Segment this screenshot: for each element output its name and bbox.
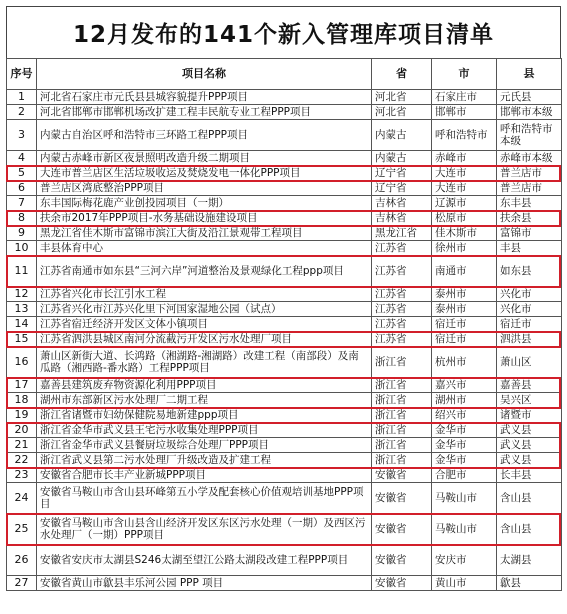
province-cell: 浙江省 bbox=[372, 378, 432, 393]
county-cell: 兴化市 bbox=[497, 302, 562, 317]
project-name-cell: 江苏省兴化市江苏兴化里下河国家湿地公园（试点） bbox=[37, 302, 372, 317]
province-cell: 浙江省 bbox=[372, 393, 432, 408]
city-cell: 泰州市 bbox=[432, 302, 497, 317]
project-name-cell: 嘉善县建筑废弃物资源化利用PPP项目 bbox=[37, 378, 372, 393]
page-title: 12月发布的141个新入管理库项目清单 bbox=[6, 6, 561, 58]
province-cell: 内蒙古 bbox=[372, 151, 432, 166]
province-cell: 吉林省 bbox=[372, 211, 432, 226]
table-row bbox=[7, 166, 562, 181]
city-cell: 石家庄市 bbox=[432, 90, 497, 105]
city-cell: 大连市 bbox=[432, 181, 497, 196]
row-number: 13 bbox=[7, 302, 37, 317]
province-cell: 江苏省 bbox=[372, 287, 432, 302]
city-cell: 湖州市 bbox=[432, 393, 497, 408]
project-name-cell: 河北省石家庄市元氏县县城容貌提升PPP项目 bbox=[37, 90, 372, 105]
project-name-cell: 湖州市东部新区污水处理厂二期工程 bbox=[37, 393, 372, 408]
row-number: 8 bbox=[7, 211, 37, 226]
county-cell: 太湖县 bbox=[497, 545, 562, 576]
table-row bbox=[7, 90, 562, 105]
table-row bbox=[7, 468, 562, 483]
table-row bbox=[7, 453, 562, 468]
row-number: 15 bbox=[7, 332, 37, 347]
county-cell: 呼和浩特市本级 bbox=[497, 120, 562, 151]
project-name-cell: 浙江省诸暨市妇幼保健院易地新建ppp项目 bbox=[37, 408, 372, 423]
county-cell: 普兰店市 bbox=[497, 181, 562, 196]
table-row bbox=[7, 105, 562, 120]
province-cell: 辽宁省 bbox=[372, 166, 432, 181]
table-header-row bbox=[7, 59, 562, 90]
province-cell: 内蒙古 bbox=[372, 120, 432, 151]
project-name-cell: 普兰店区湾底整治PPP项目 bbox=[37, 181, 372, 196]
table-row bbox=[7, 332, 562, 347]
row-number: 11 bbox=[7, 256, 37, 287]
county-cell: 嘉善县 bbox=[497, 378, 562, 393]
project-name-cell: 萧山区新街大道、长鸿路（湘湖路-湘湖路）改建工程（南部段）及南瓜路（湘西路-番水路）工程PPP项目 bbox=[37, 347, 372, 378]
province-cell: 江苏省 bbox=[372, 302, 432, 317]
table-row bbox=[7, 287, 562, 302]
province-cell: 河北省 bbox=[372, 105, 432, 120]
row-number: 1 bbox=[7, 90, 37, 105]
table-row bbox=[7, 256, 562, 287]
county-cell: 赤峰市本级 bbox=[497, 151, 562, 166]
county-cell: 萧山区 bbox=[497, 347, 562, 378]
row-number: 18 bbox=[7, 393, 37, 408]
row-number: 10 bbox=[7, 241, 37, 256]
project-name-cell: 江苏省泗洪县城区南河分流截污开发区污水处理厂项目 bbox=[37, 332, 372, 347]
table-row bbox=[7, 545, 562, 576]
project-name-cell: 黑龙江省佳木斯市富锦市滨江大街及沿江景观带工程项目 bbox=[37, 226, 372, 241]
project-name-cell: 扶余市2017年PPP项目-水务基础设施建设项目 bbox=[37, 211, 372, 226]
row-number: 9 bbox=[7, 226, 37, 241]
row-number: 20 bbox=[7, 423, 37, 438]
table-row bbox=[7, 483, 562, 514]
province-cell: 安徽省 bbox=[372, 483, 432, 514]
county-cell: 武义县 bbox=[497, 438, 562, 453]
city-cell: 辽源市 bbox=[432, 196, 497, 211]
city-cell: 绍兴市 bbox=[432, 408, 497, 423]
project-name-cell: 江苏省南通市如东县“三河六岸”河道整治及景观绿化工程ppp项目 bbox=[37, 256, 372, 287]
county-cell: 丰县 bbox=[497, 241, 562, 256]
table-row bbox=[7, 514, 562, 545]
table-row bbox=[7, 347, 562, 378]
column-header-province: 省 bbox=[372, 59, 432, 90]
city-cell: 合肥市 bbox=[432, 468, 497, 483]
city-cell: 宿迁市 bbox=[432, 332, 497, 347]
province-cell: 江苏省 bbox=[372, 256, 432, 287]
city-cell: 宿迁市 bbox=[432, 317, 497, 332]
province-cell: 吉林省 bbox=[372, 196, 432, 211]
table-row bbox=[7, 226, 562, 241]
table-body bbox=[7, 90, 562, 591]
county-cell: 长丰县 bbox=[497, 468, 562, 483]
column-header-no: 序号 bbox=[7, 59, 37, 90]
county-cell: 宿迁市 bbox=[497, 317, 562, 332]
city-cell: 南通市 bbox=[432, 256, 497, 287]
column-header-name: 项目名称 bbox=[37, 59, 372, 90]
county-cell: 歙县 bbox=[497, 576, 562, 591]
project-name-cell: 安徽省合肥市长丰产业新城PPP项目 bbox=[37, 468, 372, 483]
row-number: 24 bbox=[7, 483, 37, 514]
project-name-cell: 河北省邯郸市邯郸机场改扩建工程丰民航专业工程PPP项目 bbox=[37, 105, 372, 120]
project-name-cell: 安徽省马鞍山市含山县环峰第五小学及配套核心价值观培训基地PPP项目 bbox=[37, 483, 372, 514]
row-number: 5 bbox=[7, 166, 37, 181]
table-row bbox=[7, 408, 562, 423]
province-cell: 黑龙江省 bbox=[372, 226, 432, 241]
row-number: 12 bbox=[7, 287, 37, 302]
row-number: 6 bbox=[7, 181, 37, 196]
project-name-cell: 浙江省金华市武义县餐厨垃圾综合处理厂PPP项目 bbox=[37, 438, 372, 453]
county-cell: 邯郸市本级 bbox=[497, 105, 562, 120]
project-name-cell: 安徽省安庆市太湖县S246太湖至望江公路太湖段改建工程PPP项目 bbox=[37, 545, 372, 576]
row-number: 16 bbox=[7, 347, 37, 378]
project-name-cell: 浙江省金华市武义县王宅污水收集处理PPP项目 bbox=[37, 423, 372, 438]
province-cell: 安徽省 bbox=[372, 514, 432, 545]
county-cell: 吴兴区 bbox=[497, 393, 562, 408]
row-number: 4 bbox=[7, 151, 37, 166]
table-row bbox=[7, 423, 562, 438]
row-number: 25 bbox=[7, 514, 37, 545]
province-cell: 浙江省 bbox=[372, 408, 432, 423]
province-cell: 浙江省 bbox=[372, 423, 432, 438]
city-cell: 嘉兴市 bbox=[432, 378, 497, 393]
row-number: 21 bbox=[7, 438, 37, 453]
county-cell: 如东县 bbox=[497, 256, 562, 287]
row-number: 17 bbox=[7, 378, 37, 393]
city-cell: 金华市 bbox=[432, 453, 497, 468]
county-cell: 兴化市 bbox=[497, 287, 562, 302]
city-cell: 金华市 bbox=[432, 438, 497, 453]
city-cell: 呼和浩特市 bbox=[432, 120, 497, 151]
table-row bbox=[7, 151, 562, 166]
table-row bbox=[7, 241, 562, 256]
province-cell: 安徽省 bbox=[372, 545, 432, 576]
province-cell: 河北省 bbox=[372, 90, 432, 105]
county-cell: 元氏县 bbox=[497, 90, 562, 105]
row-number: 14 bbox=[7, 317, 37, 332]
city-cell: 马鞍山市 bbox=[432, 514, 497, 545]
county-cell: 武义县 bbox=[497, 423, 562, 438]
county-cell: 诸暨市 bbox=[497, 408, 562, 423]
province-cell: 浙江省 bbox=[372, 347, 432, 378]
row-number: 26 bbox=[7, 545, 37, 576]
row-number: 3 bbox=[7, 120, 37, 151]
province-cell: 安徽省 bbox=[372, 468, 432, 483]
project-name-cell: 安徽省马鞍山市含山县含山经济开发区东区污水处理（一期）及西区污水处理厂（一期）PPP项目 bbox=[37, 514, 372, 545]
row-number: 7 bbox=[7, 196, 37, 211]
city-cell: 安庆市 bbox=[432, 545, 497, 576]
city-cell: 泰州市 bbox=[432, 287, 497, 302]
table-row bbox=[7, 378, 562, 393]
county-cell: 普兰店市 bbox=[497, 166, 562, 181]
column-header-county: 县 bbox=[497, 59, 562, 90]
county-cell: 东丰县 bbox=[497, 196, 562, 211]
project-name-cell: 内蒙古赤峰市新区夜景照明改造升级二期项目 bbox=[37, 151, 372, 166]
province-cell: 江苏省 bbox=[372, 241, 432, 256]
city-cell: 黄山市 bbox=[432, 576, 497, 591]
city-cell: 金华市 bbox=[432, 423, 497, 438]
project-name-cell: 大连市普兰店区生活垃圾收运及焚烧发电一体化PPP项目 bbox=[37, 166, 372, 181]
city-cell: 邯郸市 bbox=[432, 105, 497, 120]
province-cell: 江苏省 bbox=[372, 332, 432, 347]
county-cell: 扶余县 bbox=[497, 211, 562, 226]
city-cell: 马鞍山市 bbox=[432, 483, 497, 514]
table-row bbox=[7, 576, 562, 591]
table-row bbox=[7, 211, 562, 226]
project-name-cell: 东丰国际梅花鹿产业创投园项目（一期） bbox=[37, 196, 372, 211]
table-row bbox=[7, 438, 562, 453]
county-cell: 含山县 bbox=[497, 514, 562, 545]
row-number: 23 bbox=[7, 468, 37, 483]
table-row bbox=[7, 196, 562, 211]
project-name-cell: 江苏省宿迁经济开发区文体小镇项目 bbox=[37, 317, 372, 332]
row-number: 2 bbox=[7, 105, 37, 120]
city-cell: 大连市 bbox=[432, 166, 497, 181]
province-cell: 辽宁省 bbox=[372, 181, 432, 196]
project-name-cell: 浙江省武义县第二污水处理厂升级改造及扩建工程 bbox=[37, 453, 372, 468]
city-cell: 松原市 bbox=[432, 211, 497, 226]
row-number: 22 bbox=[7, 453, 37, 468]
city-cell: 徐州市 bbox=[432, 241, 497, 256]
row-number: 27 bbox=[7, 576, 37, 591]
project-name-cell: 丰县体育中心 bbox=[37, 241, 372, 256]
city-cell: 杭州市 bbox=[432, 347, 497, 378]
project-name-cell: 江苏省兴化市长江引水工程 bbox=[37, 287, 372, 302]
city-cell: 赤峰市 bbox=[432, 151, 497, 166]
county-cell: 富锦市 bbox=[497, 226, 562, 241]
county-cell: 泗洪县 bbox=[497, 332, 562, 347]
province-cell: 江苏省 bbox=[372, 317, 432, 332]
column-header-city: 市 bbox=[432, 59, 497, 90]
table-row bbox=[7, 302, 562, 317]
province-cell: 安徽省 bbox=[372, 576, 432, 591]
county-cell: 含山县 bbox=[497, 483, 562, 514]
project-name-cell: 安徽省黄山市歙县丰乐河公园 PPP 项目 bbox=[37, 576, 372, 591]
row-number: 19 bbox=[7, 408, 37, 423]
province-cell: 浙江省 bbox=[372, 438, 432, 453]
province-cell: 浙江省 bbox=[372, 453, 432, 468]
table-row bbox=[7, 181, 562, 196]
city-cell: 佳木斯市 bbox=[432, 226, 497, 241]
county-cell: 武义县 bbox=[497, 453, 562, 468]
table-row bbox=[7, 317, 562, 332]
table-row bbox=[7, 120, 562, 151]
project-name-cell: 内蒙古自治区呼和浩特市三环路工程PPP项目 bbox=[37, 120, 372, 151]
project-table bbox=[6, 58, 562, 591]
table-row bbox=[7, 393, 562, 408]
